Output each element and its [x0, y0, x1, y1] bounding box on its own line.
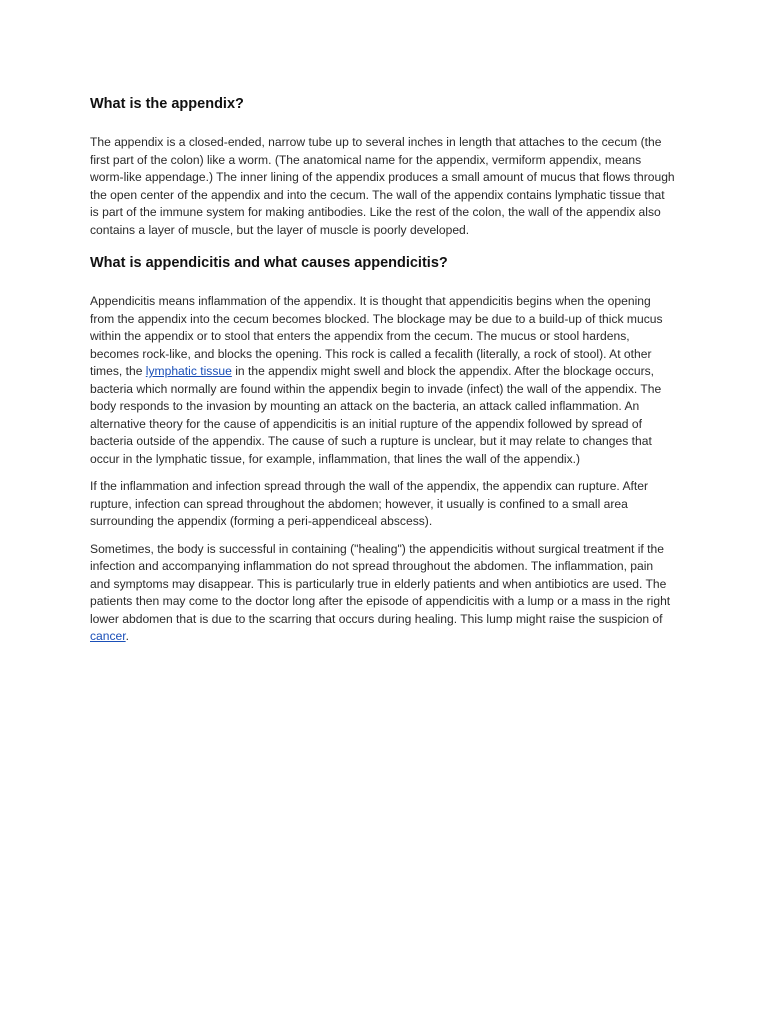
paragraph-appendicitis-causes [90, 293, 675, 468]
document-content [90, 94, 675, 656]
heading-what-is-appendicitis: What is appendicitis and what causes appendicitis? [90, 255, 448, 271]
paragraph-appendix-rupture: If the inflammation and infection spread through the wall of the appendix, the appendix can rupture. After rupture, infection can spread throughout the abdomen; however, it usually is confined to a small area surrounding the appendix (forming a peri-appendiceal abscess). [90, 479, 649, 528]
paragraph-text: in the appendix might swell and block the appendix. After the blockage occurs, bacteria which normally are found within the appendix begin to invade (infect) the wall of the appendix. The body responds to the invasion by mounting an attack on the bacteria, an attack called inflammation. An alternative theory for the cause of appendicitis is an initial rupture of the appendix followed by spread of bacteria outside of the appendix. The cause of such a rupture is unclear, but it may relate to changes that occur in the lymphatic tissue, for example, inflammation, that lines the wall of the appendix.) [90, 364, 662, 466]
paragraph-text: Sometimes, the body is successful in containing ("healing") the appendicitis without surgical treatment if the infection and accompanying inflammation do not spread throughout the abdomen. The inflammation, pain and symptoms may disappear. This is particularly true in elderly patients and when antibiotics are used. The patients then may come to the doctor long after the episode of appendicitis with a lump or a mass in the right lower abdomen that is due to the scarring that occurs during healing. This lump might raise the suspicion of [90, 541, 671, 626]
heading-what-is-appendix: What is the appendix? [90, 96, 244, 112]
link-lymphatic-tissue[interactable]: lymphatic tissue [145, 364, 232, 378]
paragraph-appendicitis-healing [90, 541, 675, 646]
paragraph-text: Appendicitis means inflammation of the appendix. It is thought that appendicitis begins when the opening from the appendix into the cecum becomes blocked. The blockage may be due to a build-up of thick mucus within the appendix or to stool that enters the appendix from the cecum. The mucus or stool hardens, becomes rock-like, and blocks the opening. This rock is called a fecalith (literally, a rock of stool). At other times, the [90, 294, 663, 378]
link-cancer[interactable]: cancer [90, 629, 126, 643]
paragraph-text: . [125, 629, 130, 643]
paragraph-appendix-description: The appendix is a closed-ended, narrow tube up to several inches in length that attaches to the cecum (the first part of the colon) like a worm. (The anatomical name for the appendix, vermiform appendix, means worm-like appendage.) The inner lining of the appendix produces a small amount of mucus that flows through the open center of the appendix and into the cecum. The wall of the appendix contains lymphatic tissue that is part of the immune system for making antibodies. Like the rest of the colon, the wall of the appendix also contains a layer of muscle, but the layer of muscle is poorly developed. [90, 135, 675, 237]
